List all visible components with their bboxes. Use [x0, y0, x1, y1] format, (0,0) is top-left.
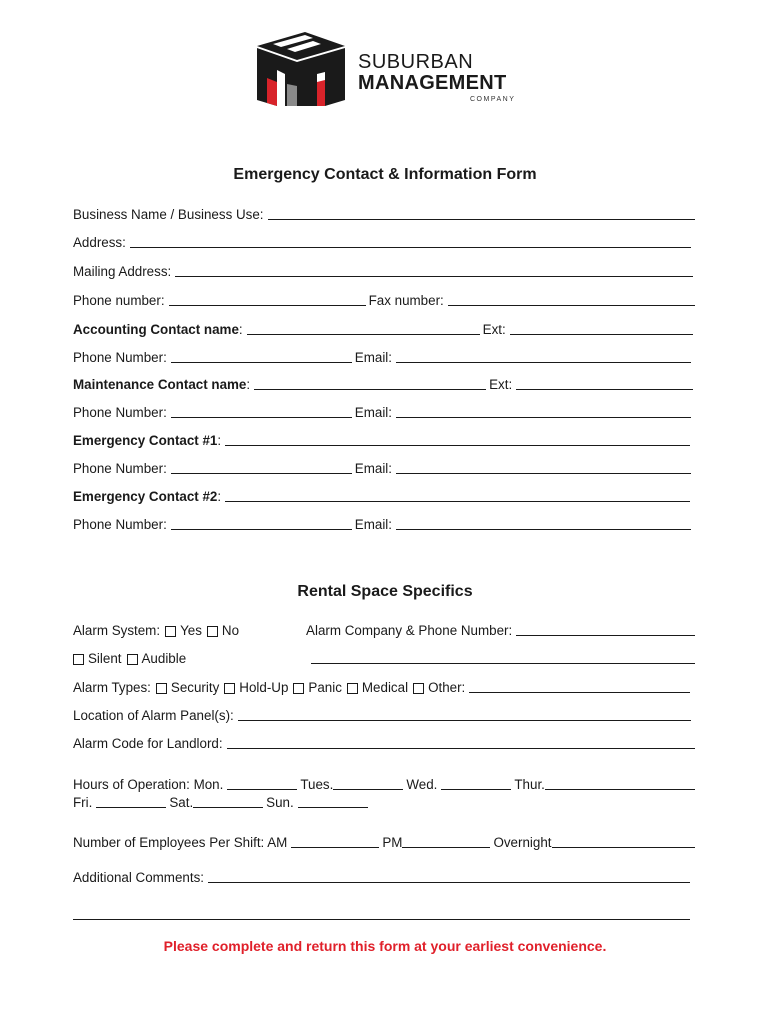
business-name-label: Business Name / Business Use: — [73, 207, 264, 222]
comments-row — [73, 867, 698, 885]
yes-checkbox[interactable] — [165, 626, 176, 637]
audible-label: Audible — [141, 651, 187, 666]
employees-am-label: Number of Employees Per Shift: AM — [73, 835, 288, 850]
medical-checkbox[interactable] — [347, 683, 358, 694]
alarm-location-field[interactable] — [238, 707, 691, 721]
fax-number-label: Fax number: — [368, 293, 444, 308]
alarm-location-row — [73, 705, 698, 723]
maintenance-contact-field[interactable] — [254, 376, 486, 390]
silent-audible-row — [73, 648, 698, 666]
emergency1-phone-row — [73, 458, 698, 476]
email-label: Email: — [354, 517, 393, 532]
fax-number-field[interactable] — [448, 292, 695, 306]
hours-row-2 — [73, 792, 698, 810]
holdup-checkbox[interactable] — [224, 683, 235, 694]
email-label: Email: — [354, 350, 393, 365]
brand-line-2: MANAGEMENT — [358, 72, 507, 94]
medical-label: Medical — [361, 680, 409, 695]
pm-field[interactable] — [402, 834, 490, 848]
phone-number-label: Phone Number: — [73, 350, 167, 365]
alarm-company-label: Alarm Company & Phone Number: — [306, 623, 513, 638]
colon: : — [246, 377, 251, 392]
hours-mon-label: Hours of Operation: Mon. — [73, 777, 224, 792]
no-checkbox[interactable] — [207, 626, 218, 637]
thur-label: Thur. — [514, 777, 545, 792]
comments-field-2[interactable] — [73, 906, 690, 920]
ext-label: Ext: — [489, 377, 513, 392]
sat-field[interactable] — [193, 794, 263, 808]
alarm-company-field[interactable] — [516, 622, 695, 636]
comments-label: Additional Comments: — [73, 870, 204, 885]
mailing-address-field[interactable] — [175, 263, 693, 277]
tues-field[interactable] — [333, 776, 403, 790]
accounting-phone-field[interactable] — [171, 349, 352, 363]
emergency-contact-2-label: Emergency Contact #2 — [73, 489, 218, 504]
comments-row-2 — [73, 904, 698, 922]
colon: : — [217, 489, 222, 504]
colon: : — [238, 322, 243, 337]
employees-row — [73, 832, 698, 850]
security-label: Security — [170, 680, 220, 695]
emergency1-phone-field[interactable] — [171, 460, 352, 474]
wed-field[interactable] — [441, 776, 511, 790]
alarm-system-label: Alarm System: — [73, 623, 161, 638]
overnight-label: Overnight — [493, 835, 552, 850]
alarm-code-field[interactable] — [227, 735, 695, 749]
mailing-address-label: Mailing Address: — [73, 264, 172, 279]
sat-label: Sat. — [169, 795, 194, 810]
alarm-company-field-2[interactable] — [311, 650, 695, 664]
maintenance-email-field[interactable] — [396, 404, 691, 418]
ext-label: Ext: — [482, 322, 506, 337]
business-name-field[interactable] — [268, 206, 695, 220]
alarm-location-label: Location of Alarm Panel(s): — [73, 708, 234, 723]
phone-number-label: Phone Number: — [73, 517, 167, 532]
accounting-contact-field[interactable] — [247, 321, 480, 335]
email-label: Email: — [354, 461, 393, 476]
overnight-field[interactable] — [552, 834, 696, 848]
address-label: Address: — [73, 235, 126, 250]
audible-checkbox[interactable] — [127, 654, 138, 665]
brand-line-3: COMPANY — [470, 96, 516, 103]
emergency2-email-field[interactable] — [396, 516, 691, 530]
alarm-code-row — [73, 733, 698, 751]
tues-label: Tues. — [300, 777, 334, 792]
emergency2-phone-field[interactable] — [171, 516, 352, 530]
colon: : — [217, 433, 222, 448]
maintenance-ext-field[interactable] — [516, 376, 693, 390]
brand-line-1: SUBURBAN — [358, 51, 474, 73]
business-name-row — [73, 204, 698, 222]
silent-checkbox[interactable] — [73, 654, 84, 665]
accounting-contact-label: Accounting Contact name — [73, 322, 239, 337]
accounting-ext-field[interactable] — [510, 321, 693, 335]
alarm-system-row — [73, 620, 698, 638]
other-checkbox[interactable] — [413, 683, 424, 694]
alarm-types-row — [73, 677, 698, 695]
yes-label: Yes — [180, 623, 202, 638]
address-field[interactable] — [130, 234, 691, 248]
emergency-contact-1-field[interactable] — [225, 432, 690, 446]
alarm-code-label: Alarm Code for Landlord: — [73, 736, 223, 751]
emergency-contact-2-field[interactable] — [225, 488, 690, 502]
emergency2-row — [73, 486, 698, 504]
phone-number-label: Phone number: — [73, 293, 165, 308]
sun-field[interactable] — [298, 794, 368, 808]
am-field[interactable] — [291, 834, 379, 848]
maintenance-row — [73, 374, 698, 392]
wed-label: Wed. — [406, 777, 438, 792]
logo-text — [358, 51, 516, 103]
form-title: Emergency Contact & Information Form — [233, 166, 537, 183]
emergency1-row — [73, 430, 698, 448]
mailing-address-row — [73, 261, 698, 279]
panic-label: Panic — [308, 680, 342, 695]
emergency-contact-1-label: Emergency Contact #1 — [73, 433, 218, 448]
silent-label: Silent — [88, 651, 122, 666]
address-row — [73, 232, 698, 250]
emergency1-email-field[interactable] — [396, 460, 691, 474]
phone-number-label: Phone Number: — [73, 405, 167, 420]
pm-label: PM — [382, 835, 403, 850]
maintenance-phone-row — [73, 402, 698, 420]
phone-number-label: Phone Number: — [73, 461, 167, 476]
email-label: Email: — [354, 405, 393, 420]
rental-section-title: Rental Space Specifics — [297, 583, 473, 600]
accounting-row — [73, 319, 698, 337]
emergency2-phone-row — [73, 514, 698, 532]
sun-label: Sun. — [266, 795, 294, 810]
panic-checkbox[interactable] — [293, 683, 304, 694]
phone-fax-row — [73, 290, 698, 308]
no-label: No — [221, 623, 240, 638]
maintenance-phone-field[interactable] — [171, 404, 352, 418]
fri-field[interactable] — [96, 794, 166, 808]
other-field[interactable] — [469, 679, 690, 693]
mon-field[interactable] — [227, 776, 297, 790]
fri-label: Fri. — [73, 795, 93, 810]
phone-number-field[interactable] — [169, 292, 366, 306]
alarm-types-label: Alarm Types: — [73, 680, 151, 695]
other-label: Other: — [428, 680, 466, 695]
holdup-label: Hold-Up — [239, 680, 289, 695]
footer-notice: Please complete and return this form at your earliest convenience. — [163, 938, 607, 954]
maintenance-contact-label: Maintenance Contact name — [73, 377, 247, 392]
security-checkbox[interactable] — [156, 683, 167, 694]
comments-field[interactable] — [208, 869, 690, 883]
accounting-email-field[interactable] — [396, 349, 691, 363]
hours-row-1 — [73, 774, 698, 792]
thur-field[interactable] — [545, 776, 695, 790]
accounting-phone-row — [73, 347, 698, 365]
